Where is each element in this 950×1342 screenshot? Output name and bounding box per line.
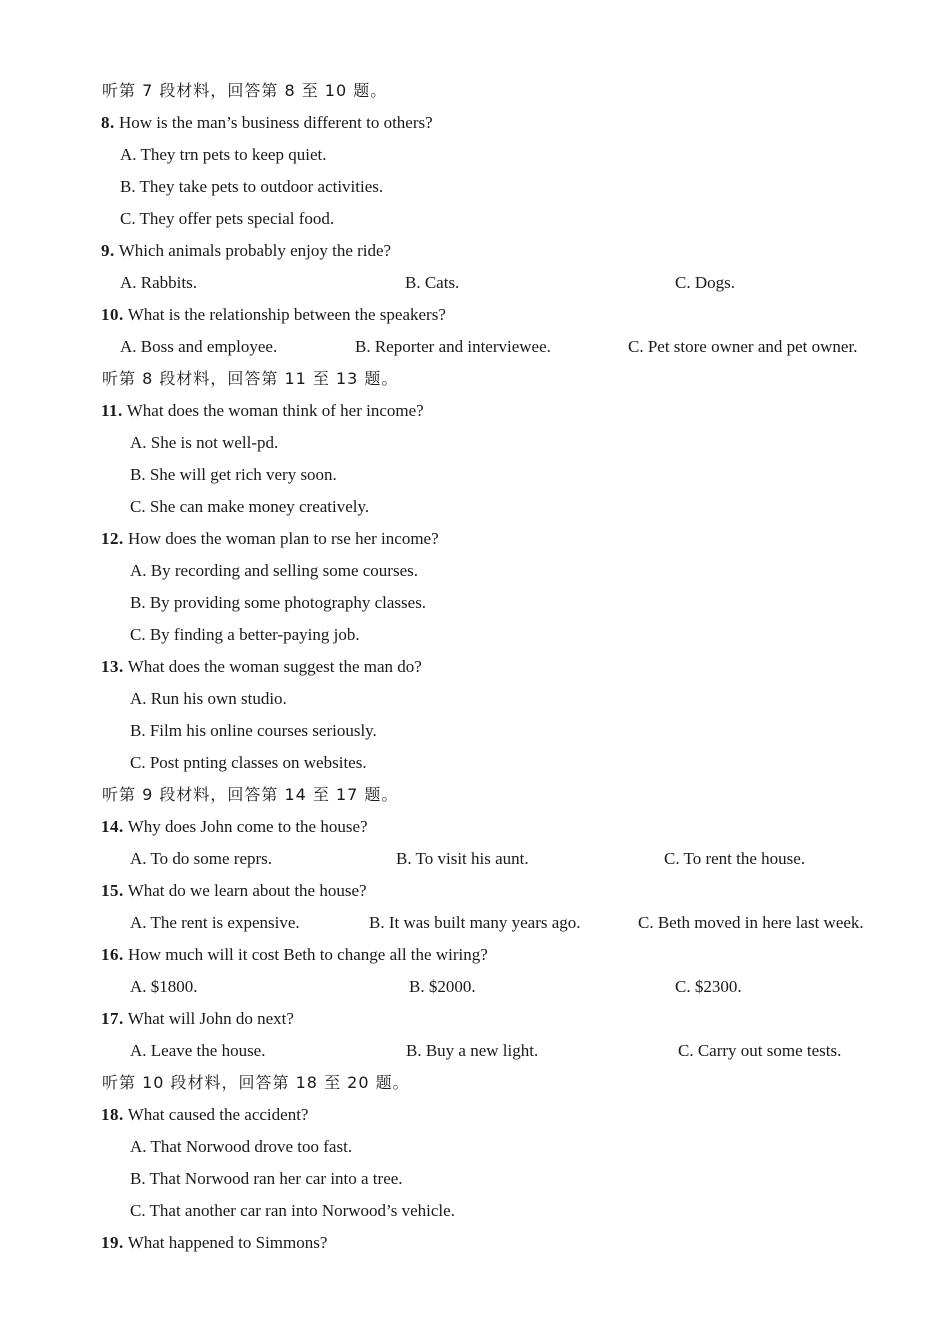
question-number: 16. [101,945,124,964]
question-text: What happened to Simmons? [127,1233,328,1252]
options-row-9 [0,272,950,304]
options-row-15 [0,912,950,944]
option-11a: A. She is not well-pd. [130,433,279,452]
question-number: 11. [101,401,123,420]
question-text: How is the man’s business different to others? [119,113,433,132]
option-16b: B. $2000. [409,977,476,996]
option-17c: C. Carry out some tests. [678,1041,842,1060]
option-12a: A. By recording and selling some courses. [130,561,418,580]
section-heading-10: 听第 10 段材料，回答第 18 至 20 题。 [102,1073,410,1092]
option-18a: A. That Norwood drove too fast. [130,1137,353,1156]
option-15c: C. Beth moved in here last week. [638,913,864,932]
option-17b: B. Buy a new light. [406,1041,539,1060]
option-14a: A. To do some reprs. [130,849,273,868]
question-text: How much will it cost Beth to change all the wiring? [128,945,488,964]
options-row-10 [0,336,950,368]
option-17a: A. Leave the house. [130,1041,266,1060]
question-number: 14. [101,817,124,836]
option-13b: B. Film his online courses seriously. [130,721,377,740]
question-17 [0,1008,950,1040]
question-number: 19. [101,1233,124,1252]
option-12b: B. By providing some photography classes. [130,593,427,612]
question-text: Why does John come to the house? [127,817,368,836]
question-number: 17. [101,1009,124,1028]
question-11 [0,400,950,432]
option-11c: C. She can make money creatively. [130,497,370,516]
question-number: 8. [101,113,115,132]
section-heading-8: 听第 8 段材料，回答第 11 至 13 题。 [102,369,399,388]
question-number: 12. [101,529,124,548]
question-18 [0,1104,950,1136]
option-10a: A. Boss and employee. [120,337,278,356]
option-18b: B. That Norwood ran her car into a tree. [130,1169,403,1188]
option-13a: A. Run his own studio. [130,689,287,708]
option-8c: C. They offer pets special food. [120,209,335,228]
option-13c: C. Post pnting classes on websites. [130,753,367,772]
option-15a: A. The rent is expensive. [130,913,300,932]
question-8 [0,112,950,144]
question-number: 10. [101,305,124,324]
section-heading-9: 听第 9 段材料，回答第 14 至 17 题。 [102,785,399,804]
section-heading-7: 听第 7 段材料，回答第 8 至 10 题。 [102,81,388,100]
question-number: 18. [101,1105,124,1124]
exam-page [0,80,950,1264]
question-10 [0,304,950,336]
question-text: What is the relationship between the speakers? [127,305,446,324]
question-12 [0,528,950,560]
question-text: How does the woman plan to rse her income? [128,529,439,548]
question-text: What caused the accident? [127,1105,309,1124]
question-14 [0,816,950,848]
question-19 [0,1232,950,1264]
options-row-17 [0,1040,950,1072]
question-16 [0,944,950,976]
question-text: Which animals probably enjoy the ride? [118,241,392,260]
option-8b: B. They take pets to outdoor activities. [120,177,384,196]
option-16c: C. $2300. [675,977,742,996]
question-text: What will John do next? [127,1009,294,1028]
option-15b: B. It was built many years ago. [369,913,581,932]
question-text: What do we learn about the house? [127,881,367,900]
options-row-14 [0,848,950,880]
option-14c: C. To rent the house. [664,849,806,868]
option-9b: B. Cats. [405,273,460,292]
option-12c: C. By finding a better-paying job. [130,625,360,644]
question-number: 13. [101,657,124,676]
question-13 [0,656,950,688]
option-10b: B. Reporter and interviewee. [355,337,551,356]
option-8a: A. They trn pets to keep quiet. [120,145,327,164]
option-14b: B. To visit his aunt. [396,849,529,868]
options-row-16 [0,976,950,1008]
option-9c: C. Dogs. [675,273,735,292]
question-15 [0,880,950,912]
question-text: What does the woman suggest the man do? [127,657,422,676]
question-text: What does the woman think of her income? [126,401,424,420]
option-10c: C. Pet store owner and pet owner. [628,337,858,356]
option-18c: C. That another car ran into Norwood’s vehicle. [130,1201,455,1220]
option-16a: A. $1800. [130,977,198,996]
question-number: 9. [101,241,115,260]
option-9a: A. Rabbits. [120,273,197,292]
question-9 [0,240,950,272]
option-11b: B. She will get rich very soon. [130,465,337,484]
question-number: 15. [101,881,124,900]
